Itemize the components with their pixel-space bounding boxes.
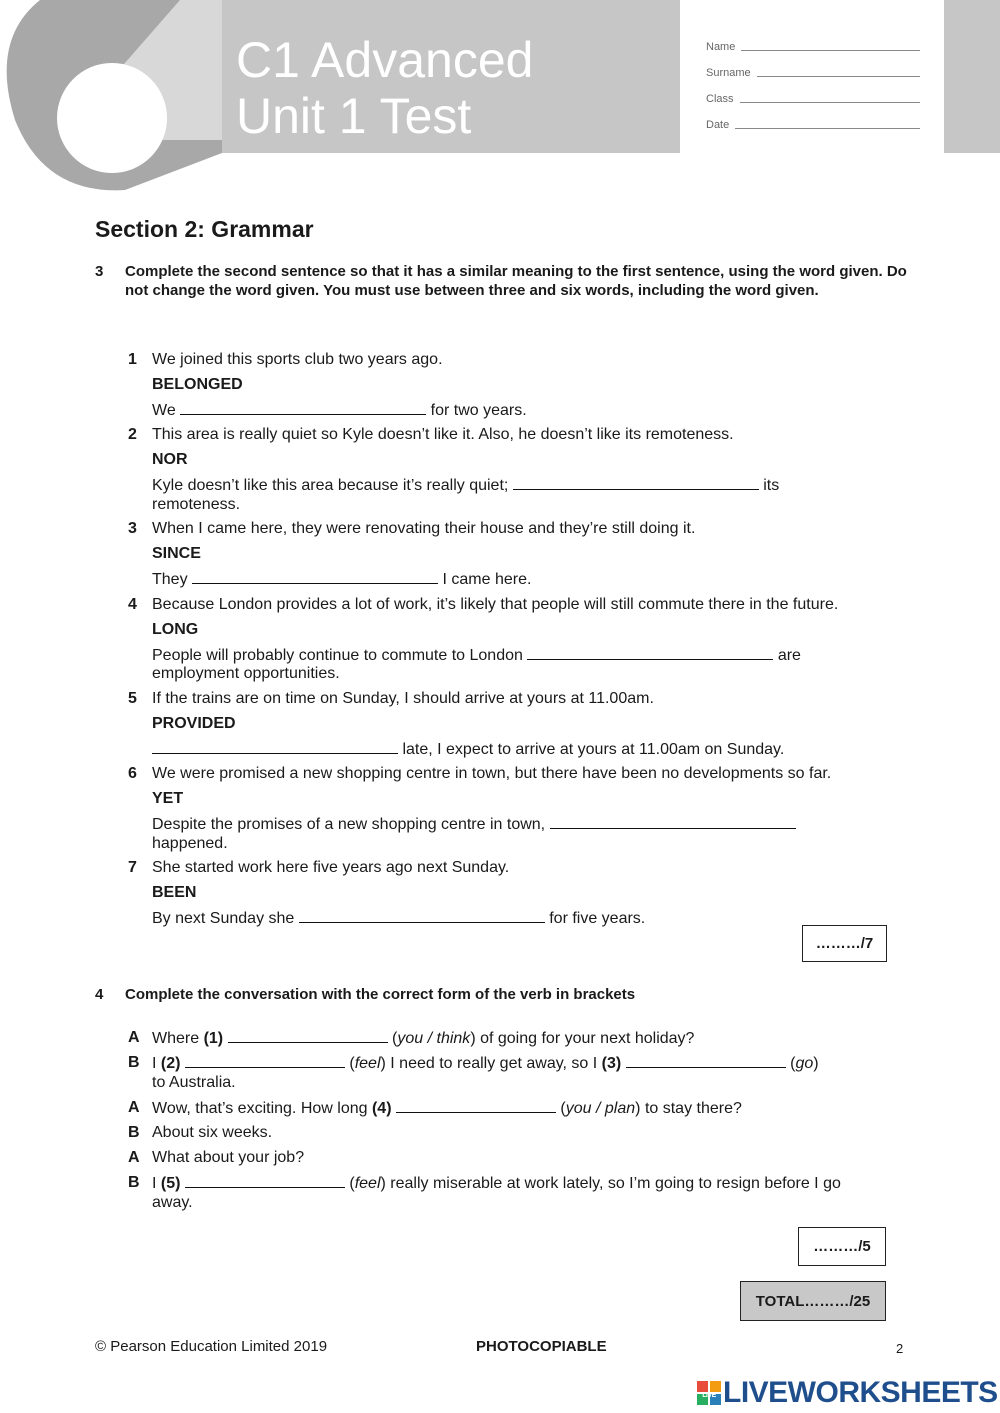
test-title-line2: Unit 1 Test [236, 88, 472, 144]
class-field[interactable]: Class [706, 93, 920, 105]
speaker-label: B [128, 1054, 140, 1071]
q3-item-sentence: We joined this sports club two years ago. [152, 351, 443, 368]
q3-item-sentence: When I came here, they were renovating their house and they’re still doing it. [152, 520, 696, 537]
q3-item-keyword: NOR [152, 451, 188, 468]
svg-text:LIVE: LIVE [702, 1392, 716, 1399]
q3-item-answer-line: Despite the promises of a new shopping centre in town, [152, 814, 796, 835]
q3-item-sentence: If the trains are on time on Sunday, I should arrive at yours at 11.00am. [152, 690, 654, 707]
q3-item-answer-line: late, I expect to arrive at yours at 11.00am on Sunday. [152, 739, 784, 760]
answer-blank[interactable] [527, 645, 773, 660]
answer-blank[interactable] [626, 1053, 786, 1068]
q3-item-answer-line: People will probably continue to commute to London are [152, 647, 801, 664]
header-right-band [944, 0, 1000, 153]
dialogue-continuation: to Australia. [152, 1074, 236, 1091]
answer-blank[interactable] [228, 1028, 388, 1043]
q3-item-number: 6 [128, 765, 137, 782]
q3-item-sentence: She started work here five years ago next Sunday. [152, 859, 510, 876]
q3-item-answer-line: We for two years. [152, 402, 527, 419]
student-details [682, 0, 944, 153]
answer-blank[interactable] [550, 814, 796, 829]
answer-blank[interactable] [299, 908, 545, 923]
name-field[interactable]: Name [706, 41, 920, 53]
dialogue-line: About six weeks. [152, 1124, 273, 1141]
dialogue-line: I (2) (feel) I need to really get away, so I (3) (go) [152, 1055, 819, 1072]
answer-blank[interactable] [192, 569, 438, 584]
q3-item-keyword: LONG [152, 621, 199, 638]
date-field[interactable]: Date [706, 119, 920, 131]
q3-item-answer-line: They I came here. [152, 571, 532, 588]
q3-item-number: 1 [128, 351, 137, 368]
total-score-box: TOTAL………/25 [740, 1281, 886, 1321]
q3-item-number: 5 [128, 690, 137, 707]
pearson-logo-shape [0, 0, 230, 195]
copyright: © Pearson Education Limited 2019 [95, 1338, 328, 1355]
q3-item-sentence: This area is really quiet so Kyle doesn’t like it. Also, he doesn’t like its remoteness. [152, 426, 734, 443]
answer-blank[interactable] [396, 1098, 556, 1113]
q3-item-keyword: SINCE [152, 545, 201, 562]
dialogue-line: Where (1) (you / think) of going for your next holiday? [152, 1030, 695, 1047]
liveworksheets-logo-icon [697, 1381, 721, 1405]
q3-item-continuation: employment opportunities. [152, 665, 340, 682]
speaker-label: A [128, 1029, 140, 1046]
answer-blank[interactable] [513, 475, 759, 490]
dialogue-line: Wow, that’s exciting. How long (4) (you / plan) to stay there? [152, 1100, 742, 1117]
q3-item-sentence: We were promised a new shopping centre in town, but there have been no developments so far. [152, 765, 832, 782]
speaker-label: A [128, 1149, 140, 1166]
answer-blank[interactable] [185, 1053, 345, 1068]
answer-blank[interactable] [185, 1173, 345, 1188]
speaker-label: B [128, 1124, 140, 1141]
speaker-label: A [128, 1099, 140, 1116]
q3-score-box: ………/7 [802, 925, 887, 962]
q3-item-number: 3 [128, 520, 137, 537]
q3-item-answer-line: By next Sunday she for five years. [152, 910, 646, 927]
dialogue-line: I (5) (feel) really miserable at work lately, so I’m going to resign before I go [152, 1175, 841, 1192]
speaker-label: B [128, 1174, 140, 1191]
q3-item-keyword: PROVIDED [152, 715, 236, 732]
answer-blank[interactable] [180, 400, 426, 415]
page-number: 2 [896, 1341, 904, 1356]
test-title-line1: C1 Advanced [236, 32, 534, 88]
q3-item-continuation: remoteness. [152, 496, 241, 513]
q3-item-number: 7 [128, 859, 137, 876]
answer-blank[interactable] [152, 739, 398, 754]
q3-item-answer-line: Kyle doesn’t like this area because it’s really quiet; its [152, 477, 780, 494]
liveworksheets-brand[interactable]: LIVE LIVEWORKSHEETS [697, 1376, 998, 1410]
q3-item-keyword: BEEN [152, 884, 197, 901]
dialogue-line: What about your job? [152, 1149, 305, 1166]
q3-item-keyword: BELONGED [152, 376, 243, 393]
q3-item-keyword: YET [152, 790, 184, 807]
q3-item-sentence: Because London provides a lot of work, it’s likely that people will still commute there in the future. [152, 596, 839, 613]
q3-item-number: 2 [128, 426, 137, 443]
q3-item-number: 4 [128, 596, 137, 613]
section-title: Section 2: Grammar [95, 216, 314, 242]
q4-score-box: ………/5 [798, 1227, 886, 1266]
dialogue-continuation: away. [152, 1194, 193, 1211]
q3-item-continuation: happened. [152, 835, 228, 852]
surname-field[interactable]: Surname [706, 67, 920, 79]
photocopiable-label: PHOTOCOPIABLE [476, 1338, 607, 1355]
